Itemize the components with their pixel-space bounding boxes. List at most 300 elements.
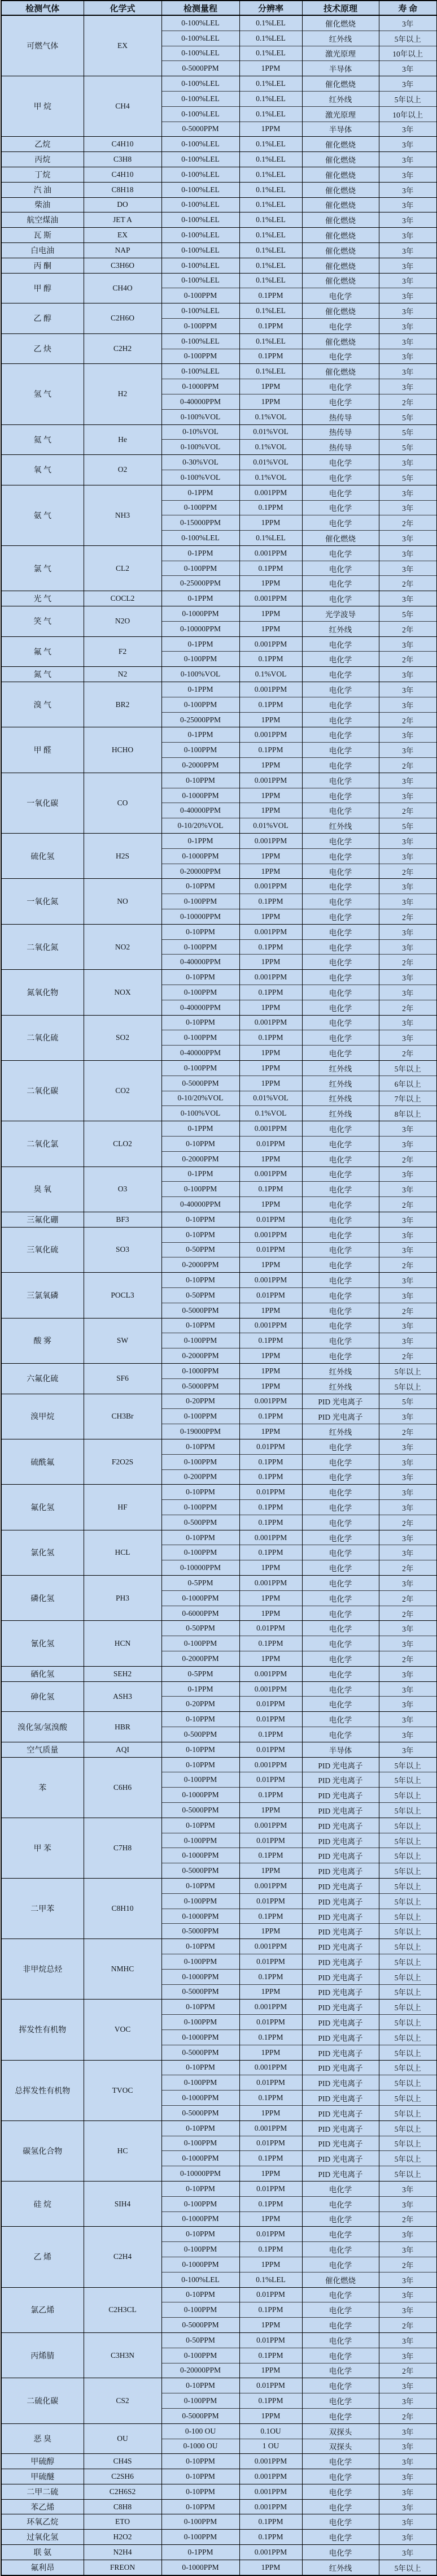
formula-cell: NO (84, 879, 161, 924)
lifespan-cell: 2年 (379, 576, 437, 591)
formula-cell: C2SH6 (84, 2469, 161, 2484)
resolution-cell: 1PPM (239, 788, 302, 803)
table-row (1, 303, 437, 319)
lifespan-cell: 3年 (379, 1212, 437, 1227)
principle-cell: 电化学 (302, 1454, 379, 1469)
resolution-cell: 1PPM (239, 712, 302, 727)
range-cell: 0-1000PPM (161, 1363, 239, 1378)
principle-cell: 电化学 (302, 394, 379, 409)
gas-name-cell: 二甲二硫 (1, 2484, 84, 2499)
principle-cell: 电化学 (302, 924, 379, 939)
range-cell: 0-10PPM (161, 773, 239, 788)
principle-cell: 红外线 (302, 818, 379, 834)
principle-cell: 催化燃烧 (302, 228, 379, 243)
table-row (1, 2000, 437, 2015)
gas-name-cell: 溴甲烷 (1, 1394, 84, 1439)
formula-cell: TVOC (84, 2060, 161, 2120)
lifespan-cell: 3年 (379, 2378, 437, 2393)
table-row (1, 2530, 437, 2545)
resolution-cell: 0.001PPM (239, 545, 302, 561)
principle-cell: 电化学 (302, 2257, 379, 2272)
range-cell: 0-5000PPM (161, 1984, 239, 2000)
lifespan-cell: 5年 (379, 1394, 437, 1409)
range-cell: 0-1000PPM (161, 1848, 239, 1863)
principle-cell: 电化学 (302, 1166, 379, 1182)
resolution-cell: 0.01%VOL (239, 1091, 302, 1106)
resolution-cell: 1PPM (239, 2560, 302, 2575)
resolution-cell: 0.1PPM (239, 1969, 302, 1984)
resolution-cell: 0.1PPM (239, 1848, 302, 1863)
resolution-cell: 0.1%LEL (239, 91, 302, 106)
formula-cell: F2 (84, 636, 161, 667)
formula-cell: C4H10 (84, 167, 161, 182)
resolution-cell: 0.001PPM (239, 773, 302, 788)
formula-cell: ETO (84, 2514, 161, 2530)
formula-cell: BR2 (84, 682, 161, 727)
range-cell: 0-10000PPM (161, 909, 239, 925)
principle-cell: 电化学 (302, 1727, 379, 1742)
principle-cell: 半导体 (302, 1742, 379, 1757)
range-cell: 0-100%LEL (161, 76, 239, 92)
range-cell: 0-1PPM (161, 1681, 239, 1697)
resolution-cell: 0.01PPM (239, 2136, 302, 2151)
range-cell: 0-10%VOL (161, 424, 239, 440)
lifespan-cell: 3年 (379, 848, 437, 864)
resolution-cell: 1PPM (239, 515, 302, 531)
principle-cell: PID 光电离子 (302, 2091, 379, 2106)
range-cell: 0-50PPM (161, 2332, 239, 2348)
principle-cell: 电化学 (302, 848, 379, 864)
principle-cell: 电化学 (302, 2378, 379, 2393)
principle-cell: 电化学 (302, 864, 379, 879)
principle-cell: PID 光电离子 (302, 1788, 379, 1803)
principle-cell: 催化燃烧 (302, 531, 379, 546)
range-cell: 0-1PPM (161, 591, 239, 606)
table-row (1, 924, 437, 939)
lifespan-cell: 3年 (379, 1469, 437, 1485)
gas-name-cell: 氦 气 (1, 424, 84, 455)
lifespan-cell: 6年以上 (379, 1075, 437, 1091)
range-cell: 0-100PPM (161, 2393, 239, 2409)
gas-name-cell: 溴化氢/氢溴酸 (1, 1712, 84, 1742)
table-row (1, 1318, 437, 1333)
range-cell: 0-5PPM (161, 1576, 239, 1591)
formula-cell: PH3 (84, 1576, 161, 1621)
gas-name-cell: 一氧化碳 (1, 773, 84, 833)
formula-cell: CO2 (84, 1060, 161, 1121)
lifespan-cell: 3年 (379, 485, 437, 500)
range-cell: 0-100PPM (161, 2196, 239, 2211)
header-range: 检测量程 (161, 1, 239, 15)
resolution-cell: 0.001PPM (239, 1166, 302, 1182)
lifespan-cell: 5年以上 (379, 1924, 437, 1939)
range-cell: 0-40000PPM (161, 1000, 239, 1015)
header-resolution: 分辨率 (239, 1, 302, 15)
resolution-cell: 0.1%VOL (239, 667, 302, 682)
formula-cell: SIH4 (84, 2181, 161, 2226)
lifespan-cell: 3年 (379, 1742, 437, 1757)
range-cell: 0-20000PPM (161, 864, 239, 879)
range-cell: 0-100PPM (161, 894, 239, 909)
lifespan-cell: 5年以上 (379, 2000, 437, 2015)
lifespan-cell: 2年 (379, 1257, 437, 1273)
resolution-cell: 0.001PPM (239, 2454, 302, 2469)
table-row (1, 591, 437, 606)
table-row (1, 667, 437, 682)
range-cell: 0-40000PPM (161, 955, 239, 970)
principle-cell: 电化学 (302, 2196, 379, 2211)
principle-cell: PID 光电离子 (302, 2136, 379, 2151)
resolution-cell: 0.1PPM (239, 1788, 302, 1803)
principle-cell: 半导体 (302, 61, 379, 76)
resolution-cell: 1PPM (239, 1651, 302, 1667)
range-cell: 0-10000PPM (161, 1560, 239, 1576)
resolution-cell: 0.001PPM (239, 1318, 302, 1333)
resolution-cell: 0.1%LEL (239, 152, 302, 167)
resolution-cell: 0.01PPM (239, 1712, 302, 1727)
lifespan-cell: 3年 (379, 167, 437, 182)
principle-cell: 催化燃烧 (302, 167, 379, 182)
resolution-cell: 0.1%LEL (239, 106, 302, 122)
table-row (1, 1394, 437, 1409)
principle-cell: 红外线 (302, 1060, 379, 1075)
gas-spec-table (1, 0, 437, 2576)
lifespan-cell: 3年 (379, 1697, 437, 1712)
gas-name-cell: 联 氨 (1, 2545, 84, 2560)
table-row (1, 2545, 437, 2560)
range-cell: 0-100PPM (161, 1954, 239, 1970)
resolution-cell: 0.01PPM (239, 1772, 302, 1788)
resolution-cell: 0.01PPM (239, 1893, 302, 1909)
range-cell: 0-25000PPM (161, 576, 239, 591)
resolution-cell: 0.1%VOL (239, 440, 302, 455)
resolution-cell: 0.01%VOL (239, 424, 302, 440)
formula-cell: C3H3N (84, 2332, 161, 2378)
resolution-cell: 0.001PPM (239, 1227, 302, 1242)
range-cell: 0-2000PPM (161, 1151, 239, 1166)
principle-cell: 激光原理 (302, 46, 379, 61)
range-cell: 0-100PPM (161, 561, 239, 576)
lifespan-cell: 5年以上 (379, 2015, 437, 2030)
principle-cell: 红外线 (302, 1363, 379, 1378)
table-row (1, 1212, 437, 1227)
range-cell: 0-100%VOL (161, 409, 239, 424)
formula-cell: C2H2 (84, 333, 161, 364)
range-cell: 0-100PPM (161, 500, 239, 515)
table-row (1, 2423, 437, 2439)
lifespan-cell: 3年 (379, 273, 437, 288)
resolution-cell: 0.1PPM (239, 2091, 302, 2106)
gas-name-cell: 丙烯腈 (1, 2332, 84, 2378)
range-cell: 0-40000PPM (161, 1197, 239, 1212)
lifespan-cell: 3年 (379, 258, 437, 273)
resolution-cell: 0.001PPM (239, 2000, 302, 2015)
formula-cell: C2H3CL (84, 2287, 161, 2332)
lifespan-cell: 5年以上 (379, 1893, 437, 1909)
resolution-cell: 0.1%LEL (239, 46, 302, 61)
resolution-cell: 0.1PPM (239, 2196, 302, 2211)
lifespan-cell: 3年 (379, 2332, 437, 2348)
range-cell: 0-1000PPM (161, 2257, 239, 2272)
range-cell: 0-5000PPM (161, 61, 239, 76)
table-row (1, 2560, 437, 2575)
lifespan-cell: 3年 (379, 182, 437, 197)
lifespan-cell: 2年 (379, 2257, 437, 2272)
range-cell: 0-100%VOL (161, 1106, 239, 1121)
principle-cell: 红外线 (302, 1106, 379, 1121)
table-row (1, 1439, 437, 1454)
resolution-cell: 0.1%LEL (239, 333, 302, 349)
formula-cell: CL2 (84, 545, 161, 591)
resolution-cell: 0.1PPM (239, 2029, 302, 2045)
table-row (1, 1681, 437, 1697)
lifespan-cell: 8年以上 (379, 1106, 437, 1121)
range-cell: 0-100PPM (161, 1500, 239, 1515)
lifespan-cell: 2年 (379, 712, 437, 727)
lifespan-cell: 3年 (379, 1727, 437, 1742)
range-cell: 0-1PPM (161, 636, 239, 652)
principle-cell: PID 光电离子 (302, 1879, 379, 1894)
lifespan-cell: 3年 (379, 1166, 437, 1182)
resolution-cell: 1PPM (239, 1000, 302, 1015)
formula-cell: C7H8 (84, 1818, 161, 1878)
formula-cell: DO (84, 197, 161, 213)
range-cell: 0-100PPM (161, 1636, 239, 1651)
gas-name-cell: 苯 (1, 1757, 84, 1818)
principle-cell: 电化学 (302, 1273, 379, 1288)
resolution-cell: 0.001PPM (239, 1394, 302, 1409)
formula-cell: N2H4 (84, 2545, 161, 2560)
resolution-cell: 1PPM (239, 2211, 302, 2227)
formula-cell: HCN (84, 1621, 161, 1666)
table-row (1, 834, 437, 849)
principle-cell: 热传导 (302, 440, 379, 455)
formula-cell: EX (84, 228, 161, 243)
lifespan-cell: 3年 (379, 288, 437, 303)
resolution-cell: 0.1PPM (239, 1545, 302, 1560)
resolution-cell: 0.01PPM (239, 1136, 302, 1151)
principle-cell: PID 光电离子 (302, 2060, 379, 2075)
range-cell: 0-10PPM (161, 2378, 239, 2393)
range-cell: 0-6000PPM (161, 1606, 239, 1621)
range-cell: 0-10PPM (161, 1530, 239, 1545)
principle-cell: 电化学 (302, 1500, 379, 1515)
resolution-cell: 0.1%LEL (239, 228, 302, 243)
range-cell: 0-100%LEL (161, 91, 239, 106)
table-row (1, 1576, 437, 1591)
table-row (1, 879, 437, 894)
resolution-cell: 1PPM (239, 2105, 302, 2120)
principle-cell: 电化学 (302, 1697, 379, 1712)
lifespan-cell: 5年以上 (379, 1984, 437, 2000)
lifespan-cell: 2年 (379, 652, 437, 667)
lifespan-cell: 5年 (379, 424, 437, 440)
table-row (1, 1227, 437, 1242)
range-cell: 0-100PPM (161, 2136, 239, 2151)
range-cell: 0-100PPM (161, 318, 239, 333)
range-cell: 0-100%LEL (161, 364, 239, 379)
resolution-cell: 0.1%LEL (239, 31, 302, 46)
range-cell: 0-100PPM (161, 349, 239, 364)
resolution-cell: 0.1PPM (239, 1182, 302, 1197)
formula-cell: C2H4 (84, 2227, 161, 2287)
formula-cell: HC (84, 2120, 161, 2181)
principle-cell: 双探头 (302, 2423, 379, 2439)
principle-cell: 电化学 (302, 667, 379, 682)
formula-cell: HBR (84, 1712, 161, 1742)
lifespan-cell: 3年 (379, 591, 437, 606)
formula-cell: C8H10 (84, 1879, 161, 1939)
table-row (1, 1363, 437, 1378)
formula-cell: H2O2 (84, 2530, 161, 2545)
table-row (1, 197, 437, 213)
table-row (1, 2181, 437, 2196)
range-cell: 0-5000PPM (161, 1863, 239, 1879)
resolution-cell: 0.1PPM (239, 697, 302, 712)
lifespan-cell: 3年 (379, 2439, 437, 2454)
principle-cell: 电化学 (302, 455, 379, 470)
range-cell: 0-10PPM (161, 1439, 239, 1454)
principle-cell: 电化学 (302, 682, 379, 697)
resolution-cell: 1PPM (239, 1197, 302, 1212)
principle-cell: 催化燃烧 (302, 76, 379, 92)
table-row (1, 137, 437, 152)
principle-cell: 电化学 (302, 758, 379, 773)
table-row (1, 727, 437, 743)
range-cell: 0-100%LEL (161, 333, 239, 349)
range-cell: 0-1PPM (161, 2545, 239, 2560)
gas-name-cell: 甲 醛 (1, 727, 84, 773)
lifespan-cell: 3年 (379, 1485, 437, 1500)
lifespan-cell: 3年 (379, 1318, 437, 1333)
table-row (1, 636, 437, 652)
lifespan-cell: 2年 (379, 1000, 437, 1015)
principle-cell: 电化学 (302, 773, 379, 788)
formula-cell: C8H18 (84, 182, 161, 197)
resolution-cell: 0.1%VOL (239, 1106, 302, 1121)
lifespan-cell: 3年 (379, 2484, 437, 2499)
resolution-cell: 0.001PPM (239, 636, 302, 652)
principle-cell: 电化学 (302, 1212, 379, 1227)
principle-cell: 电化学 (302, 1333, 379, 1348)
formula-cell: FREON (84, 2560, 161, 2575)
gas-name-cell: 过氧化氢 (1, 2530, 84, 2545)
lifespan-cell: 3年 (379, 318, 437, 333)
principle-cell: 催化燃烧 (302, 2272, 379, 2287)
range-cell: 0-1PPM (161, 545, 239, 561)
gas-name-cell: 瓦 斯 (1, 228, 84, 243)
range-cell: 0-10PPM (161, 1485, 239, 1500)
formula-cell: OU (84, 2423, 161, 2454)
principle-cell: 电化学 (302, 2484, 379, 2499)
gas-name-cell: 非甲烷总烃 (1, 1939, 84, 2000)
resolution-cell: 1PPM (239, 2045, 302, 2060)
principle-cell: 电化学 (302, 2227, 379, 2242)
principle-cell: PID 光电离子 (302, 2000, 379, 2015)
resolution-cell: 0.001PPM (239, 1121, 302, 1137)
resolution-cell: 0.01%VOL (239, 455, 302, 470)
range-cell: 0-200PPM (161, 1469, 239, 1485)
lifespan-cell: 5年以上 (379, 1939, 437, 1954)
range-cell: 0-25000PPM (161, 712, 239, 727)
principle-cell: 红外线 (302, 31, 379, 46)
gas-name-cell: 一氧化氮 (1, 879, 84, 924)
range-cell: 0-1PPM (161, 682, 239, 697)
gas-name-cell: 氧 气 (1, 455, 84, 485)
lifespan-cell: 3年 (379, 364, 437, 379)
principle-cell: 电化学 (302, 1287, 379, 1303)
range-cell: 0-2000PPM (161, 1651, 239, 1667)
gas-name-cell: 甲硫醚 (1, 2469, 84, 2484)
lifespan-cell: 3年 (379, 1242, 437, 1257)
gas-name-cell: 苯乙烯 (1, 2499, 84, 2514)
table-row (1, 2469, 437, 2484)
resolution-cell: 1PPM (239, 1606, 302, 1621)
principle-cell: 电化学 (302, 2242, 379, 2257)
principle-cell: PID 光电离子 (302, 2029, 379, 2045)
table-row (1, 167, 437, 182)
lifespan-cell: 2年 (379, 621, 437, 636)
principle-cell: 催化燃烧 (302, 258, 379, 273)
range-cell: 0-50PPM (161, 1287, 239, 1303)
table-row (1, 455, 437, 470)
principle-cell: 电化学 (302, 1485, 379, 1500)
resolution-cell: 1PPM (239, 758, 302, 773)
range-cell: 0-5PPM (161, 1666, 239, 1681)
formula-cell: H2S (84, 834, 161, 879)
table-row (1, 424, 437, 440)
range-cell: 0-10PPM (161, 1273, 239, 1288)
lifespan-cell: 10年以上 (379, 106, 437, 122)
lifespan-cell: 3年 (379, 197, 437, 213)
range-cell: 0-2000PPM (161, 1348, 239, 1364)
resolution-cell: 0.1PPM (239, 743, 302, 758)
formula-cell: C4H10 (84, 137, 161, 152)
resolution-cell: 0.001PPM (239, 2060, 302, 2075)
principle-cell: PID 光电离子 (302, 2151, 379, 2166)
resolution-cell: 0.1%LEL (239, 303, 302, 319)
lifespan-cell: 5年以上 (379, 2060, 437, 2075)
resolution-cell: 0.1PPM (239, 1636, 302, 1651)
range-cell: 0-100PPM (161, 1409, 239, 1424)
range-cell: 0-100PPM (161, 1030, 239, 1046)
resolution-cell: 0.1PPM (239, 1515, 302, 1530)
resolution-cell: 1PPM (239, 1863, 302, 1879)
table-row (1, 2378, 437, 2393)
range-cell: 0-100PPM (161, 1833, 239, 1848)
lifespan-cell: 5年以上 (379, 1803, 437, 1818)
resolution-cell: 0.001PPM (239, 970, 302, 985)
formula-cell: HCHO (84, 727, 161, 773)
table-row (1, 1742, 437, 1757)
principle-cell: 电化学 (302, 939, 379, 955)
gas-name-cell: 氟化氢 (1, 1485, 84, 1530)
formula-cell: SO3 (84, 1227, 161, 1272)
range-cell: 0-1000PPM (161, 2151, 239, 2166)
range-cell: 0-10PPM (161, 1227, 239, 1242)
resolution-cell: 0.01PPM (239, 2181, 302, 2196)
resolution-cell: 1PPM (239, 848, 302, 864)
principle-cell: PID 光电离子 (302, 2166, 379, 2182)
principle-cell: 电化学 (302, 2545, 379, 2560)
table-row (1, 2120, 437, 2136)
range-cell: 0-100%LEL (161, 167, 239, 182)
table-row (1, 1939, 437, 1954)
range-cell: 0-10PPM (161, 2287, 239, 2302)
range-cell: 0-5000PPM (161, 2105, 239, 2120)
resolution-cell: 0.001PPM (239, 1576, 302, 1591)
lifespan-cell: 2年 (379, 2408, 437, 2423)
